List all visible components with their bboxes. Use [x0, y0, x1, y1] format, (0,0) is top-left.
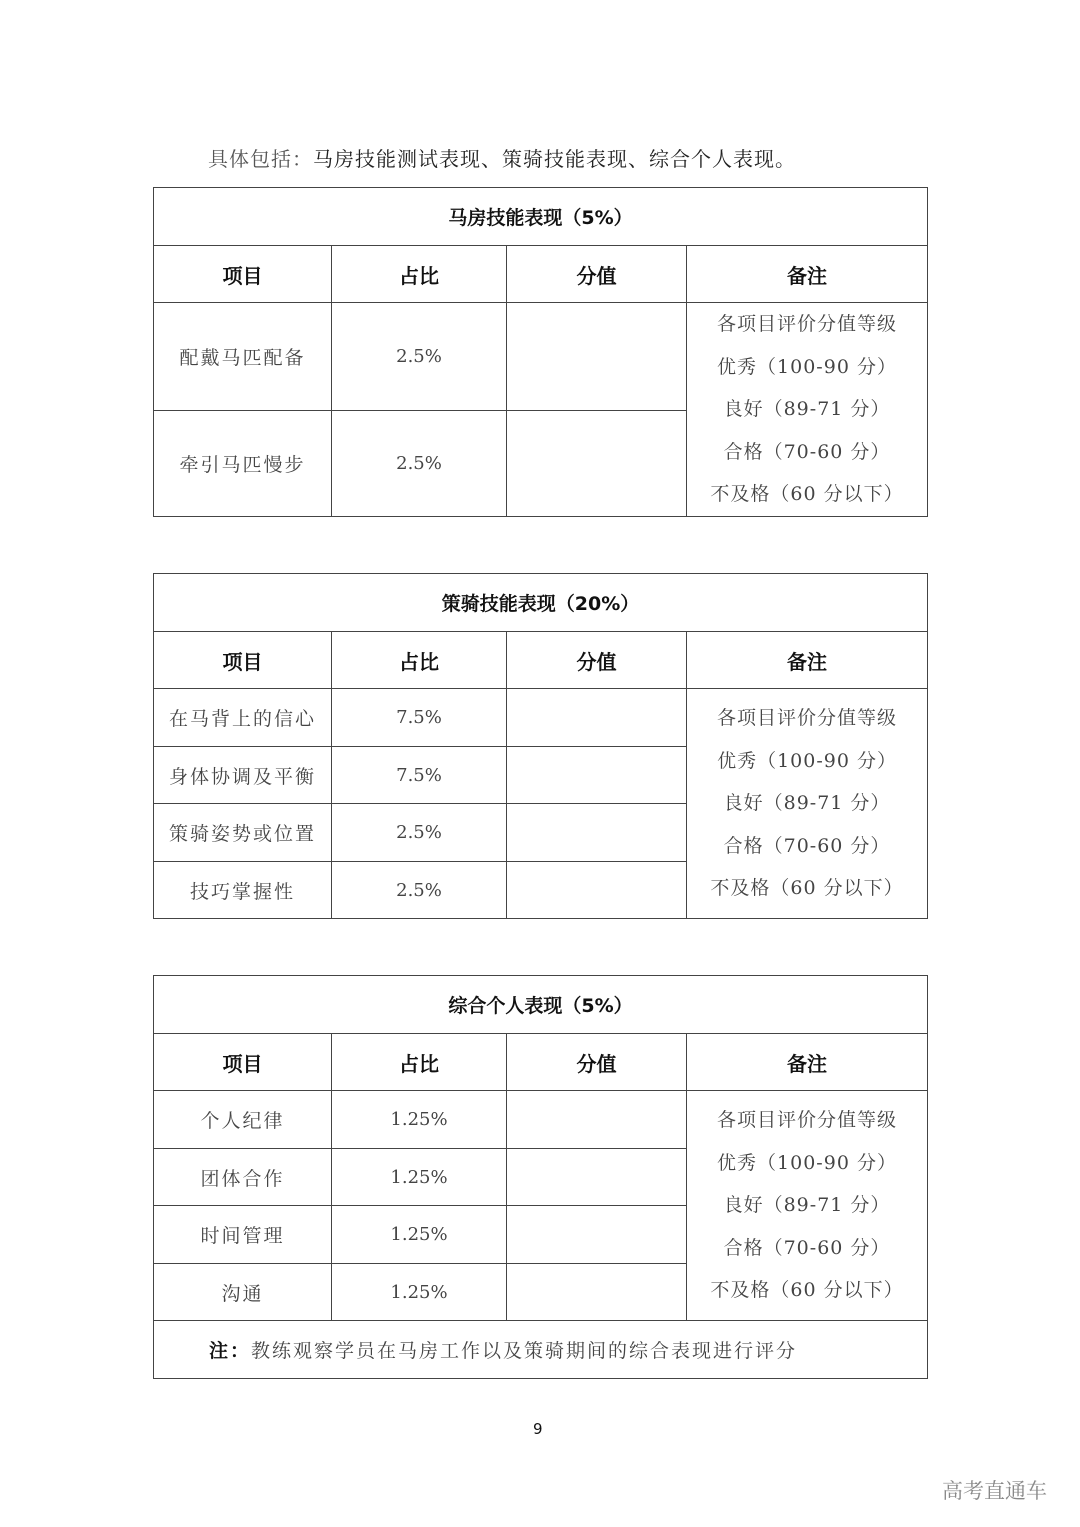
remark-cell: [687, 689, 928, 919]
ratio-cell: 2.5%: [332, 804, 507, 862]
col-header-ratio: 占比: [332, 1034, 507, 1091]
item-cell: 个人纪律: [154, 1091, 332, 1149]
item-cell: 时间管理: [154, 1206, 332, 1264]
item-cell: 团体合作: [154, 1149, 332, 1206]
page-number: 9: [533, 1420, 543, 1438]
col-header-item: 项目: [154, 632, 332, 689]
ratio-cell: 1.25%: [332, 1149, 507, 1206]
item-cell: 配戴马匹配备: [154, 303, 332, 411]
remark-line: 各项目评价分值等级: [717, 707, 898, 730]
table-row: [154, 689, 928, 747]
remark-line: 优秀（100-90 分）: [717, 355, 897, 378]
intro-lead: 具体包括：: [208, 147, 313, 171]
stable-skills-table: [153, 187, 928, 517]
col-header-ratio: 占比: [332, 246, 507, 303]
remark-line: 各项目评价分值等级: [717, 313, 898, 336]
remark-line: 不及格（60 分以下）: [710, 483, 904, 506]
col-header-remark: 备注: [687, 1034, 928, 1091]
ratio-cell: 2.5%: [332, 862, 507, 919]
ratio-cell: 1.25%: [332, 1264, 507, 1321]
score-cell[interactable]: [507, 804, 687, 862]
item-cell: 身体协调及平衡: [154, 747, 332, 804]
personal-performance-table: [153, 975, 928, 1379]
remark-line: 良好（89-71 分）: [723, 792, 891, 815]
col-header-score: 分值: [507, 632, 687, 689]
col-header-ratio: 占比: [332, 632, 507, 689]
remark-cell: [687, 1091, 928, 1321]
remark-line: 良好（89-71 分）: [723, 1194, 891, 1217]
riding-skills-table: [153, 573, 928, 919]
col-header-remark: 备注: [687, 632, 928, 689]
item-cell: 技巧掌握性: [154, 862, 332, 919]
remark-line: 不及格（60 分以下）: [710, 1279, 904, 1302]
col-header-score: 分值: [507, 1034, 687, 1091]
note-row: [154, 1321, 928, 1379]
col-header-score: 分值: [507, 246, 687, 303]
remark-line: 优秀（100-90 分）: [717, 749, 897, 772]
table-title: 综合个人表现（5%）: [154, 976, 928, 1034]
score-cell[interactable]: [507, 1091, 687, 1149]
ratio-cell: 2.5%: [332, 411, 507, 517]
score-cell[interactable]: [507, 411, 687, 517]
ratio-cell: 1.25%: [332, 1206, 507, 1264]
note-cell: [154, 1321, 928, 1379]
item-cell: 策骑姿势或位置: [154, 804, 332, 862]
table-title: 策骑技能表现（20%）: [154, 574, 928, 632]
item-cell: 沟通: [154, 1264, 332, 1321]
col-header-item: 项目: [154, 1034, 332, 1091]
ratio-cell: 7.5%: [332, 689, 507, 747]
remark-line: 良好（89-71 分）: [723, 398, 891, 421]
table-title: 马房技能表现（5%）: [154, 188, 928, 246]
remark-line: 不及格（60 分以下）: [710, 877, 904, 900]
intro-text: 马房技能测试表现、策骑技能表现、综合个人表现。: [313, 147, 796, 171]
remark-line: 优秀（100-90 分）: [717, 1151, 897, 1174]
watermark: 高考直通车: [942, 1479, 1047, 1503]
score-cell[interactable]: [507, 303, 687, 411]
ratio-cell: 7.5%: [332, 747, 507, 804]
score-cell[interactable]: [507, 1264, 687, 1321]
score-cell[interactable]: [507, 1149, 687, 1206]
intro-paragraph: [208, 143, 796, 172]
remark-line: 合格（70-60 分）: [723, 834, 891, 857]
score-cell[interactable]: [507, 689, 687, 747]
ratio-cell: 2.5%: [332, 303, 507, 411]
note-label: 注：: [209, 1340, 252, 1362]
score-cell[interactable]: [507, 1206, 687, 1264]
item-cell: 在马背上的信心: [154, 689, 332, 747]
ratio-cell: 1.25%: [332, 1091, 507, 1149]
remark-line: 合格（70-60 分）: [723, 440, 891, 463]
item-cell: 牵引马匹慢步: [154, 411, 332, 517]
remark-cell: [687, 303, 928, 517]
score-cell[interactable]: [507, 862, 687, 919]
score-cell[interactable]: [507, 747, 687, 804]
remark-line: 合格（70-60 分）: [723, 1236, 891, 1259]
col-header-remark: 备注: [687, 246, 928, 303]
col-header-item: 项目: [154, 246, 332, 303]
remark-line: 各项目评价分值等级: [717, 1109, 898, 1132]
table-row: [154, 1091, 928, 1149]
table-row: [154, 303, 928, 411]
note-text: 教练观察学员在马房工作以及策骑期间的综合表现进行评分: [251, 1340, 798, 1362]
